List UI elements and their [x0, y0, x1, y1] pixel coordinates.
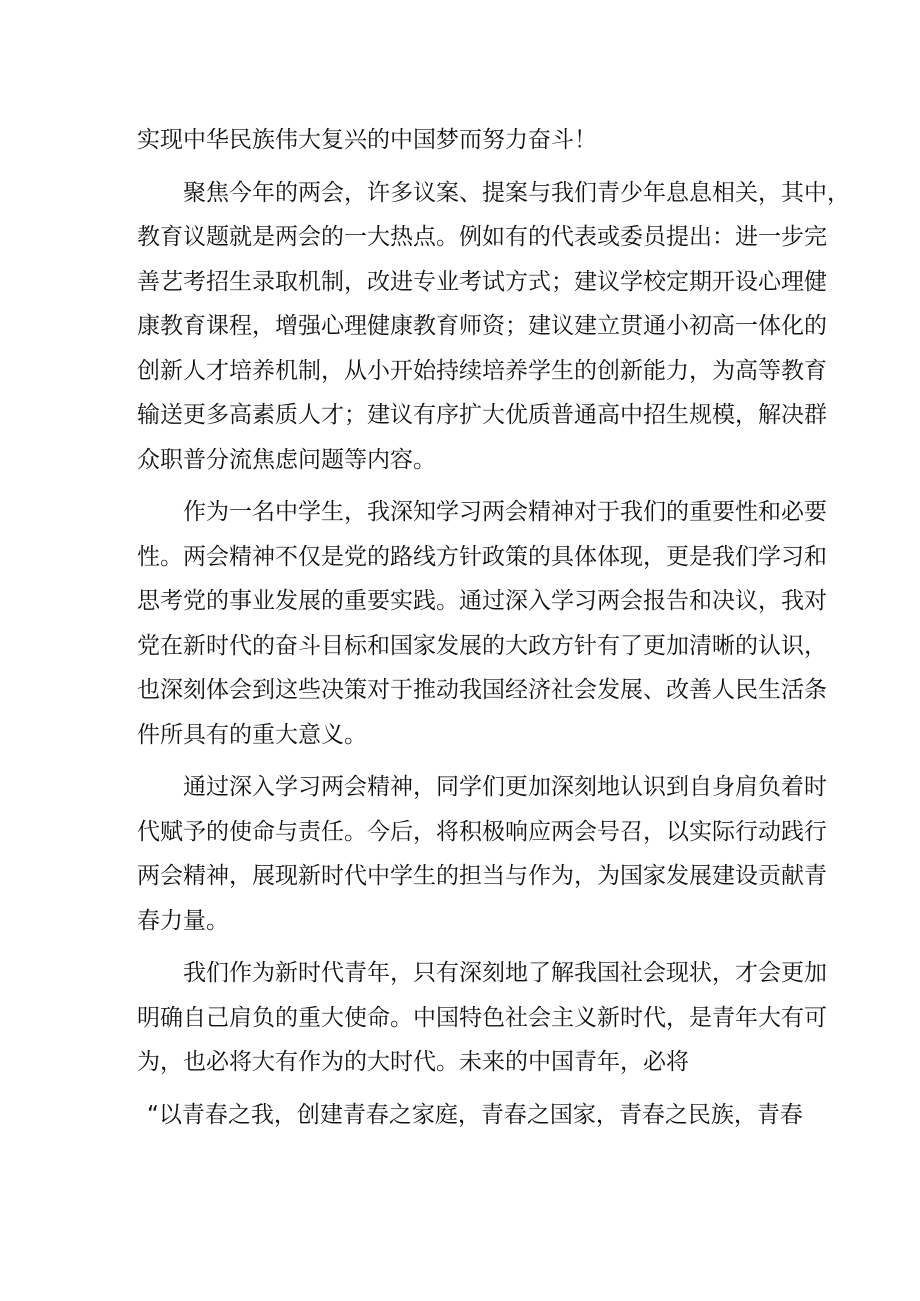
text-line: 也深刻体会到这些决策对于推动我国经济社会发展、改善人民生活条 [137, 677, 827, 703]
text-line: 聚焦今年的两会，许多议案、提案与我们青少年息息相关，其中， [183, 179, 850, 206]
text-line: 我们作为新时代青年，只有深刻地了解我国社会现状，才会更加 [183, 960, 827, 986]
text-line: 教育议题就是两会的一大热点。例如有的代表或委员提出：进一步完 [137, 224, 827, 250]
text-line: 思考党的事业发展的重要实践。通过深入学习两会报告和决议，我对 [137, 588, 827, 614]
text-line: 件所具有的重大意义。 [137, 721, 367, 748]
text-line: 实现中华民族伟大复兴的中国梦而努力奋斗！ [137, 127, 597, 153]
text-line: 善艺考招生录取机制，改进专业考试方式；建议学校定期开设心理健 [137, 268, 827, 295]
paragraph [137, 951, 827, 1137]
text-line: 两会精神，展现新时代中学生的担当与作为，为国家发展建设贡献青 [137, 863, 827, 889]
paragraph [137, 118, 792, 163]
body-text [137, 118, 850, 1137]
text-line: 创新人才培养机制，从小开始持续培养学生的创新能力，为高等教育 [137, 357, 827, 384]
text-line: 性。两会精神不仅是党的路线方针政策的具体体现，更是我们学习和 [137, 543, 827, 570]
text-line: 康教育课程，增强心理健康教育师资；建议建立贯通小初高一体化的 [137, 313, 827, 339]
text-line: 输送更多高素质人才；建议有序扩大优质普通高中招生规模，解决群 [137, 402, 827, 428]
text-line: “以青春之我，创建青春之家庭，青春之国家，青春之民族，青春 [147, 1101, 803, 1128]
text-line: 作为一名中学生，我深知学习两会精神对于我们的重要性和必要 [183, 499, 827, 525]
paragraph [137, 765, 827, 943]
text-line: 为，也必将大有作为的大时代。未来的中国青年，必将 [137, 1049, 689, 1075]
text-line: 代赋予的使命与责任。今后，将积极响应两会号召，以实际行动践行 [137, 818, 827, 845]
text-line: 通过深入学习两会精神，同学们更加深刻地认识到自身肩负着时 [183, 774, 827, 800]
text-line: 众职普分流焦虑问题等内容。 [137, 446, 436, 473]
text-line: 春力量。 [137, 907, 229, 934]
text-line: 明确自己肩负的重大使命。中国特色社会主义新时代，是青年大有可 [137, 1004, 827, 1031]
paragraph [137, 490, 827, 757]
paragraph [137, 171, 850, 483]
text-line: 党在新时代的奋斗目标和国家发展的大政方针有了更加清晰的认识， [137, 632, 827, 659]
